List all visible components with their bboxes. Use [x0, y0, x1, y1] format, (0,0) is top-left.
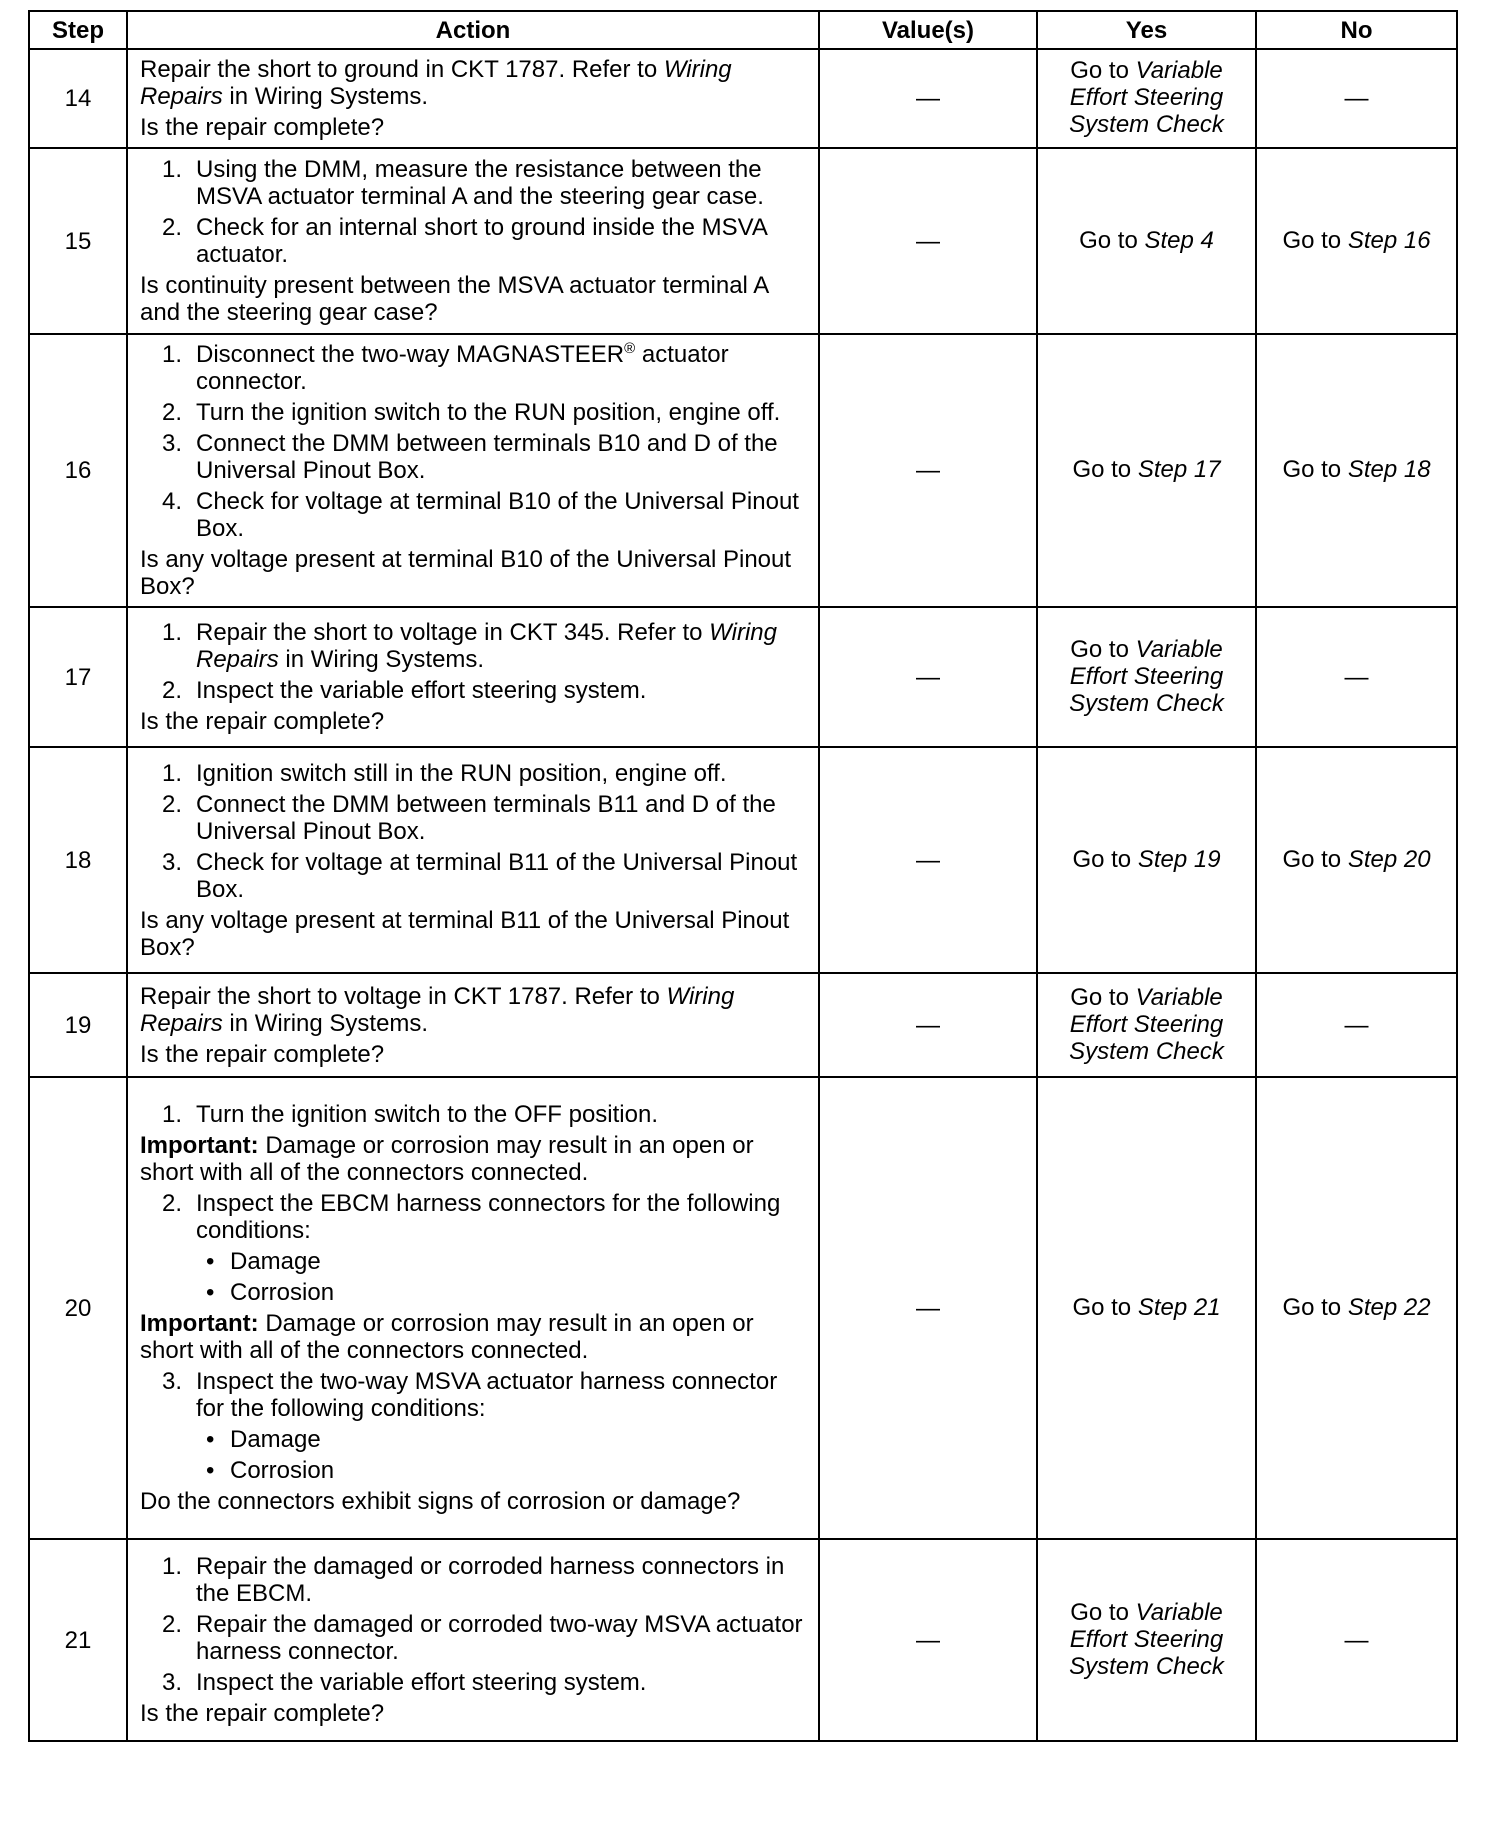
question-text: Is any voltage present at terminal B10 of the Universal Pinout Box? [140, 546, 792, 600]
list-item: Connect the DMM between terminals B11 and D of the Universal Pinout Box. [196, 790, 776, 845]
question-text: Is the repair complete? [140, 1700, 385, 1727]
yes-cell [1037, 973, 1256, 1077]
list-number: 1. [162, 619, 183, 646]
yes-cell [1037, 1539, 1256, 1741]
table-row [29, 334, 1457, 607]
yes-go-to: Go to [1079, 226, 1138, 254]
yes-link-step[interactable]: Step 19 [1137, 845, 1221, 873]
no-dash: — [1256, 607, 1457, 747]
bullet-item: Damage [230, 1248, 321, 1275]
action-cell [127, 148, 819, 334]
list-number: 2. [162, 399, 183, 426]
list-number: 3. [162, 848, 183, 876]
step-number: 17 [29, 607, 127, 747]
table-row [29, 148, 1457, 334]
table-row [29, 1077, 1457, 1539]
value-dash: — [819, 334, 1037, 607]
no-cell [1256, 148, 1457, 334]
list-item: actuator connector. [196, 341, 729, 395]
no-go-to: Go to [1282, 1293, 1342, 1321]
yes-go-to: Go to [1072, 845, 1132, 873]
yes-cell [1037, 49, 1256, 148]
list-item: Repair the damaged or corroded two-way MSVA actuator harness connector. [196, 1611, 803, 1665]
list-number: 1. [162, 156, 183, 183]
step-number: 21 [29, 1539, 127, 1741]
list-item: Check for an internal short to ground inside the MSVA actuator. [196, 214, 767, 268]
list-item: Repair the damaged or corroded harness connectors in the EBCM. [196, 1553, 785, 1607]
yes-link-step[interactable]: Step 21 [1137, 1293, 1221, 1321]
value-dash: — [819, 1539, 1037, 1741]
reference-link[interactable]: Wiring Repairs [140, 56, 732, 110]
question-text: Is the repair complete? [140, 1040, 385, 1068]
yes-cell [1037, 1077, 1256, 1539]
yes-go-to: Go to [1072, 456, 1132, 483]
bullet-icon: • [206, 1279, 215, 1306]
registered-mark: ® [624, 340, 636, 357]
table-row [29, 1539, 1457, 1741]
yes-link-effort[interactable]: Effort Steering [1069, 662, 1224, 690]
list-number: 3. [162, 1368, 183, 1395]
action-cell [127, 607, 819, 747]
question-text: Do the connectors exhibit signs of corrosion or damage? [140, 1488, 741, 1515]
list-number: 3. [162, 1669, 183, 1696]
yes-link-system[interactable]: System Check [1069, 1652, 1224, 1680]
yes-link-effort[interactable]: Effort Steering [1069, 1625, 1224, 1653]
list-item: Repair the short to voltage in CKT 345. Refer to [196, 619, 710, 646]
list-number: 2. [162, 790, 183, 818]
action-cell [127, 747, 819, 973]
table-row [29, 49, 1457, 148]
list-item: Ignition switch still in the RUN position, engine off. [196, 759, 727, 787]
yes-link-step[interactable]: Step 17 [1137, 456, 1221, 483]
question-text: Is the repair complete? [140, 708, 385, 735]
yes-link-variable[interactable]: Variable [1135, 57, 1223, 84]
yes-link-variable[interactable]: Variable [1135, 635, 1223, 663]
important-text: Damage or corrosion may result in an open or short with all of the connectors connected. [140, 1132, 754, 1186]
list-item: Inspect the variable effort steering system. [196, 677, 647, 704]
action-cell [127, 1077, 819, 1539]
yes-link-system[interactable]: System Check [1069, 111, 1224, 138]
bullet-item: Corrosion [230, 1457, 335, 1484]
action-text: in Wiring Systems. [222, 1009, 429, 1037]
yes-go-to: Go to [1070, 635, 1129, 663]
no-cell [1256, 747, 1457, 973]
action-cell [127, 334, 819, 607]
table-row [29, 607, 1457, 747]
header-no: No [1256, 11, 1457, 49]
no-link-step[interactable]: Step 22 [1347, 1293, 1431, 1321]
action-cell [127, 49, 819, 148]
list-number: 1. [162, 1101, 183, 1128]
yes-link-variable[interactable]: Variable [1135, 1598, 1223, 1626]
table-row [29, 747, 1457, 973]
bullet-item: Corrosion [230, 1279, 335, 1306]
list-item: Inspect the two-way MSVA actuator harness connector for the following conditions: [196, 1368, 778, 1422]
yes-go-to: Go to [1070, 1598, 1129, 1626]
yes-cell [1037, 334, 1256, 607]
header-row [29, 11, 1457, 49]
no-cell [1256, 334, 1457, 607]
yes-link-system[interactable]: System Check [1069, 1037, 1224, 1065]
list-item: Using the DMM, measure the resistance between the MSVA actuator terminal A and the steering gear case. [196, 156, 764, 210]
yes-cell [1037, 747, 1256, 973]
reference-link[interactable]: Wiring Repairs [196, 619, 777, 673]
action-cell [127, 973, 819, 1077]
action-text: Repair the short to voltage in CKT 1787. Refer to [140, 982, 667, 1010]
no-link-step[interactable]: Step 18 [1347, 456, 1431, 483]
question-text: Is any voltage present at terminal B11 of the Universal Pinout Box? [140, 906, 790, 961]
header-yes: Yes [1037, 11, 1256, 49]
header-action: Action [127, 11, 819, 49]
list-item: Inspect the EBCM harness connectors for the following conditions: [196, 1190, 781, 1244]
list-item: Turn the ignition switch to the OFF position. [196, 1101, 658, 1128]
yes-link-effort[interactable]: Effort Steering [1069, 1010, 1224, 1038]
value-dash: — [819, 973, 1037, 1077]
value-dash: — [819, 607, 1037, 747]
diagnostic-table [28, 10, 1458, 1742]
list-item: in Wiring Systems. [278, 646, 485, 673]
bullet-icon: • [206, 1248, 215, 1275]
step-number: 19 [29, 973, 127, 1077]
list-number: 3. [162, 430, 183, 457]
no-go-to: Go to [1282, 226, 1342, 254]
bullet-icon: • [206, 1426, 215, 1453]
list-item: Connect the DMM between terminals B10 and D of the Universal Pinout Box. [196, 430, 778, 484]
yes-link-variable[interactable]: Variable [1135, 983, 1223, 1011]
value-dash: — [819, 747, 1037, 973]
list-number: 2. [162, 214, 183, 241]
question-text: Is the repair complete? [140, 114, 385, 141]
reference-link[interactable]: Wiring Repairs [140, 982, 735, 1037]
yes-link-step[interactable]: Step 4 [1144, 226, 1214, 254]
value-dash: — [819, 1077, 1037, 1539]
important-label: Important: [140, 1132, 259, 1159]
list-item: Check for voltage at terminal B11 of the Universal Pinout Box. [196, 848, 798, 903]
step-number: 20 [29, 1077, 127, 1539]
value-dash: — [819, 148, 1037, 334]
action-text: in Wiring Systems. [222, 83, 429, 110]
header-step: Step [29, 11, 127, 49]
list-item: Disconnect the two-way MAGNASTEER [196, 341, 625, 368]
yes-go-to: Go to [1070, 983, 1129, 1011]
yes-go-to: Go to [1072, 1293, 1132, 1321]
action-cell [127, 1539, 819, 1741]
step-number: 15 [29, 148, 127, 334]
no-go-to: Go to [1282, 845, 1342, 873]
question-text: Is continuity present between the MSVA actuator terminal A and the steering gear case? [140, 272, 768, 326]
important-label: Important: [140, 1310, 259, 1337]
step-number: 18 [29, 747, 127, 973]
list-item: Turn the ignition switch to the RUN position, engine off. [196, 399, 781, 426]
list-number: 2. [162, 677, 183, 704]
no-dash: — [1256, 973, 1457, 1077]
no-dash: — [1256, 49, 1457, 148]
no-dash: — [1256, 1539, 1457, 1741]
step-number: 16 [29, 334, 127, 607]
action-text: Repair the short to ground in CKT 1787. Refer to [140, 56, 664, 83]
table-row [29, 973, 1457, 1077]
yes-link-system[interactable]: System Check [1069, 689, 1224, 717]
bullet-icon: • [206, 1457, 215, 1484]
no-go-to: Go to [1282, 456, 1342, 483]
list-number: 1. [162, 759, 183, 787]
yes-cell [1037, 148, 1256, 334]
list-item: Inspect the variable effort steering system. [196, 1669, 647, 1696]
list-number: 4. [162, 488, 183, 515]
list-number: 2. [162, 1611, 183, 1638]
no-cell [1256, 1077, 1457, 1539]
important-text: Damage or corrosion may result in an open or short with all of the connectors connected. [140, 1310, 754, 1364]
list-number: 2. [162, 1190, 183, 1217]
list-number: 1. [162, 1553, 183, 1580]
no-link-step[interactable]: Step 16 [1347, 226, 1431, 254]
list-number: 1. [162, 341, 183, 368]
list-item: Check for voltage at terminal B10 of the Universal Pinout Box. [196, 488, 799, 542]
bullet-item: Damage [230, 1426, 321, 1453]
yes-link-effort[interactable]: Effort Steering [1069, 84, 1224, 111]
no-link-step[interactable]: Step 20 [1347, 845, 1431, 873]
yes-go-to: Go to [1070, 57, 1129, 84]
header-values: Value(s) [819, 11, 1037, 49]
value-dash: — [819, 49, 1037, 148]
yes-cell [1037, 607, 1256, 747]
step-number: 14 [29, 49, 127, 148]
